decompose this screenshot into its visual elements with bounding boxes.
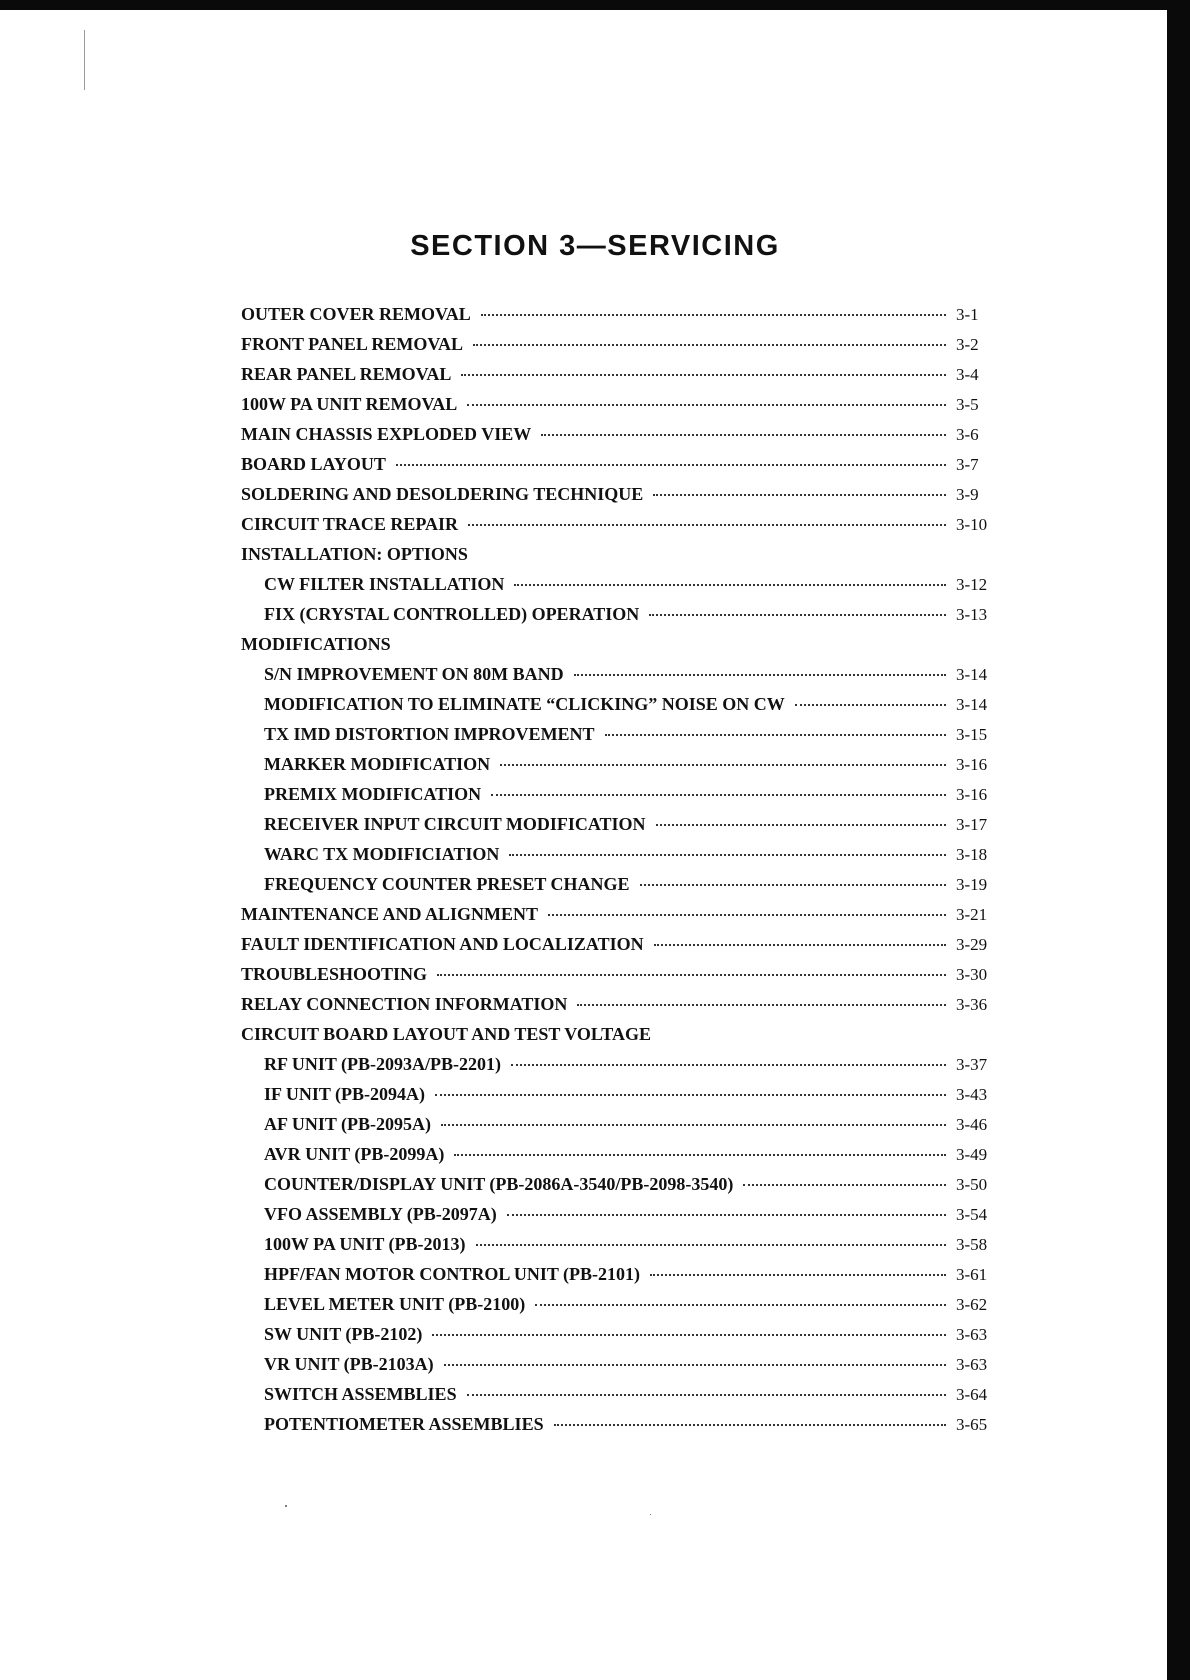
toc-entry-page: 3-10 [956,515,988,534]
toc-entry-page: 3-19 [956,875,988,894]
toc-entry [241,1174,996,1204]
dot-leader [605,734,946,736]
toc-entry [241,424,996,454]
dot-leader [507,1214,946,1216]
toc-heading [241,1024,996,1054]
toc-entry [241,994,996,1024]
toc-entry-label: CIRCUIT BOARD LAYOUT AND TEST VOLTAGE [241,1024,651,1044]
dot-leader [481,314,946,316]
toc-entry [241,484,996,514]
dot-leader [454,1154,946,1156]
toc-entry [241,1294,996,1324]
toc-entry-label: REAR PANEL REMOVAL [241,364,452,384]
dot-leader [511,1064,946,1066]
scan-speck [650,1514,651,1515]
toc-entry-page: 3-62 [956,1295,988,1314]
toc-entry [241,604,996,634]
toc-entry [241,664,996,694]
toc-entry [241,1234,996,1264]
dot-leader [473,344,946,346]
toc-entry-label: TROUBLESHOOTING [241,964,428,984]
toc-entry-label: SOLDERING AND DESOLDERING TECHNIQUE [241,484,644,504]
toc-entry [241,724,996,754]
toc-entry-page: 3-49 [956,1145,988,1164]
toc-entry-label: AVR UNIT (PB-2099A) [264,1144,445,1164]
toc-entry-page: 3-18 [956,845,988,864]
toc-entry [241,1144,996,1174]
dot-leader [461,374,946,376]
toc-entry-page: 3-50 [956,1175,988,1194]
toc-entry-page: 3-65 [956,1415,988,1434]
dot-leader [577,1004,946,1006]
binder-hole-mark [84,30,85,90]
toc-entry [241,574,996,604]
toc-entry-label: BOARD LAYOUT [241,454,386,474]
toc-entry-page: 3-17 [956,815,988,834]
dot-leader [500,764,946,766]
toc-entry [241,394,996,424]
toc-entry-page: 3-63 [956,1355,988,1374]
toc-entry-page: 3-43 [956,1085,988,1104]
dot-leader [437,974,946,976]
toc-entry-label: LEVEL METER UNIT (PB-2100) [264,1294,526,1314]
toc-entry-label: RECEIVER INPUT CIRCUIT MODIFICATION [264,814,646,834]
toc-entry-page: 3-21 [956,905,988,924]
toc-entry [241,964,996,994]
toc-entry-page: 3-29 [956,935,988,954]
toc-entry-label: RELAY CONNECTION INFORMATION [241,994,568,1014]
toc-entry-label: VR UNIT (PB-2103A) [264,1354,434,1374]
toc-entry-label: OUTER COVER REMOVAL [241,304,471,324]
toc-entry-page: 3-16 [956,785,988,804]
toc-entry-label: COUNTER/DISPLAY UNIT (PB-2086A-3540/PB-2098-3540) [264,1174,734,1194]
toc-entry-page: 3-63 [956,1325,988,1344]
dot-leader [467,404,946,406]
toc-entry-page: 3-5 [956,395,979,414]
toc-entry-label: FIX (CRYSTAL CONTROLLED) OPERATION [264,604,640,624]
toc-entry-label: MAINTENANCE AND ALIGNMENT [241,904,539,924]
dot-leader [548,914,946,916]
toc-entry-page: 3-7 [956,455,979,474]
toc-entry [241,1114,996,1144]
dot-leader [554,1424,946,1426]
dot-leader [650,1274,946,1276]
toc-entry-page: 3-54 [956,1205,988,1224]
dot-leader [795,704,946,706]
scan-speck [285,1505,287,1507]
toc-entry [241,334,996,364]
toc-entry-page: 3-61 [956,1265,988,1284]
toc-entry-label: CW FILTER INSTALLATION [264,574,505,594]
dot-leader [535,1304,946,1306]
toc-entry-label: FAULT IDENTIFICATION AND LOCALIZATION [241,934,644,954]
toc-entry-label: FRONT PANEL REMOVAL [241,334,464,354]
dot-leader [574,674,946,676]
toc-entry-label: MARKER MODIFICATION [264,754,491,774]
toc-entry [241,934,996,964]
toc-entry-label: SW UNIT (PB-2102) [264,1324,423,1344]
toc-entry-label: 100W PA UNIT (PB-2013) [264,1234,466,1254]
toc-entry [241,694,996,724]
toc-entry-label: PREMIX MODIFICATION [264,784,482,804]
dot-leader [653,494,946,496]
toc-entry-page: 3-64 [956,1385,988,1404]
toc-entry [241,1354,996,1384]
dot-leader [444,1364,946,1366]
toc-entry-label: RF UNIT (PB-2093A/PB-2201) [264,1054,501,1074]
toc-entry-page: 3-15 [956,725,988,744]
toc-entry-label: MODIFICATIONS [241,634,391,654]
toc-entry-label: S/N IMPROVEMENT ON 80M BAND [264,664,564,684]
dot-leader [509,854,946,856]
toc-entry-page: 3-30 [956,965,988,984]
dot-leader [541,434,946,436]
toc-entry [241,1324,996,1354]
toc-entry [241,844,996,874]
toc-entry-label: TX IMD DISTORTION IMPROVEMENT [264,724,595,744]
section-title: SECTION 3—SERVICING [410,230,780,262]
toc-entry [241,1264,996,1294]
toc-entry-page: 3-1 [956,305,979,324]
toc-entry [241,1204,996,1234]
toc-entry-page: 3-46 [956,1115,988,1134]
toc-entry-label: MAIN CHASSIS EXPLODED VIEW [241,424,532,444]
dot-leader [396,464,946,466]
toc-entry-label: IF UNIT (PB-2094A) [264,1084,425,1104]
toc-entry-label: AF UNIT (PB-2095A) [264,1114,431,1134]
toc-entry-label: CIRCUIT TRACE REPAIR [241,514,459,534]
dot-leader [491,794,946,796]
toc-entry-page: 3-14 [956,665,988,684]
dot-leader [467,1394,946,1396]
toc-entry-label: FREQUENCY COUNTER PRESET CHANGE [264,874,630,894]
toc-entry [241,1084,996,1114]
toc-entry-page: 3-12 [956,575,988,594]
toc-entry [241,304,996,334]
toc-entry [241,454,996,484]
scan-border-top [0,0,1190,10]
toc-heading [241,544,996,574]
toc-entry-page: 3-37 [956,1055,988,1074]
toc-entry [241,904,996,934]
toc-entry-page: 3-13 [956,605,988,624]
dot-leader [432,1334,946,1336]
dot-leader [640,884,946,886]
toc-entry-page: 3-6 [956,425,979,444]
toc-entry-label: MODIFICATION TO ELIMINATE “CLICKING” NOISE ON CW [264,694,785,714]
dot-leader [476,1244,946,1246]
toc-entry-label: WARC TX MODIFICIATION [264,844,500,864]
dot-leader [649,614,946,616]
toc-entry [241,514,996,544]
toc-entry-label: SWITCH ASSEMBLIES [264,1384,457,1404]
toc-entry-page: 3-14 [956,695,988,714]
toc-entry-page: 3-36 [956,995,988,1014]
toc-entry [241,784,996,814]
toc-entry-page: 3-4 [956,365,979,384]
dot-leader [514,584,946,586]
toc-heading [241,634,996,664]
dot-leader [441,1124,946,1126]
dot-leader [468,524,946,526]
toc-entry-page: 3-9 [956,485,979,504]
toc-entry [241,754,996,784]
toc-entry-page: 3-16 [956,755,988,774]
toc-entry [241,1054,996,1084]
table-of-contents [241,304,996,1444]
toc-entry-label: INSTALLATION: OPTIONS [241,544,468,564]
toc-entry [241,874,996,904]
toc-entry-label: POTENTIOMETER ASSEMBLIES [264,1414,544,1434]
dot-leader [743,1184,946,1186]
toc-entry [241,1384,996,1414]
toc-entry-label: HPF/FAN MOTOR CONTROL UNIT (PB-2101) [264,1264,641,1284]
toc-entry-label: 100W PA UNIT REMOVAL [241,394,458,414]
toc-entry-page: 3-2 [956,335,979,354]
dot-leader [435,1094,946,1096]
toc-entry [241,1414,996,1444]
dot-leader [656,824,946,826]
toc-entry-label: VFO ASSEMBLY (PB-2097A) [264,1204,497,1224]
toc-entry-page: 3-58 [956,1235,988,1254]
toc-entry [241,364,996,394]
dot-leader [654,944,946,946]
toc-entry [241,814,996,844]
